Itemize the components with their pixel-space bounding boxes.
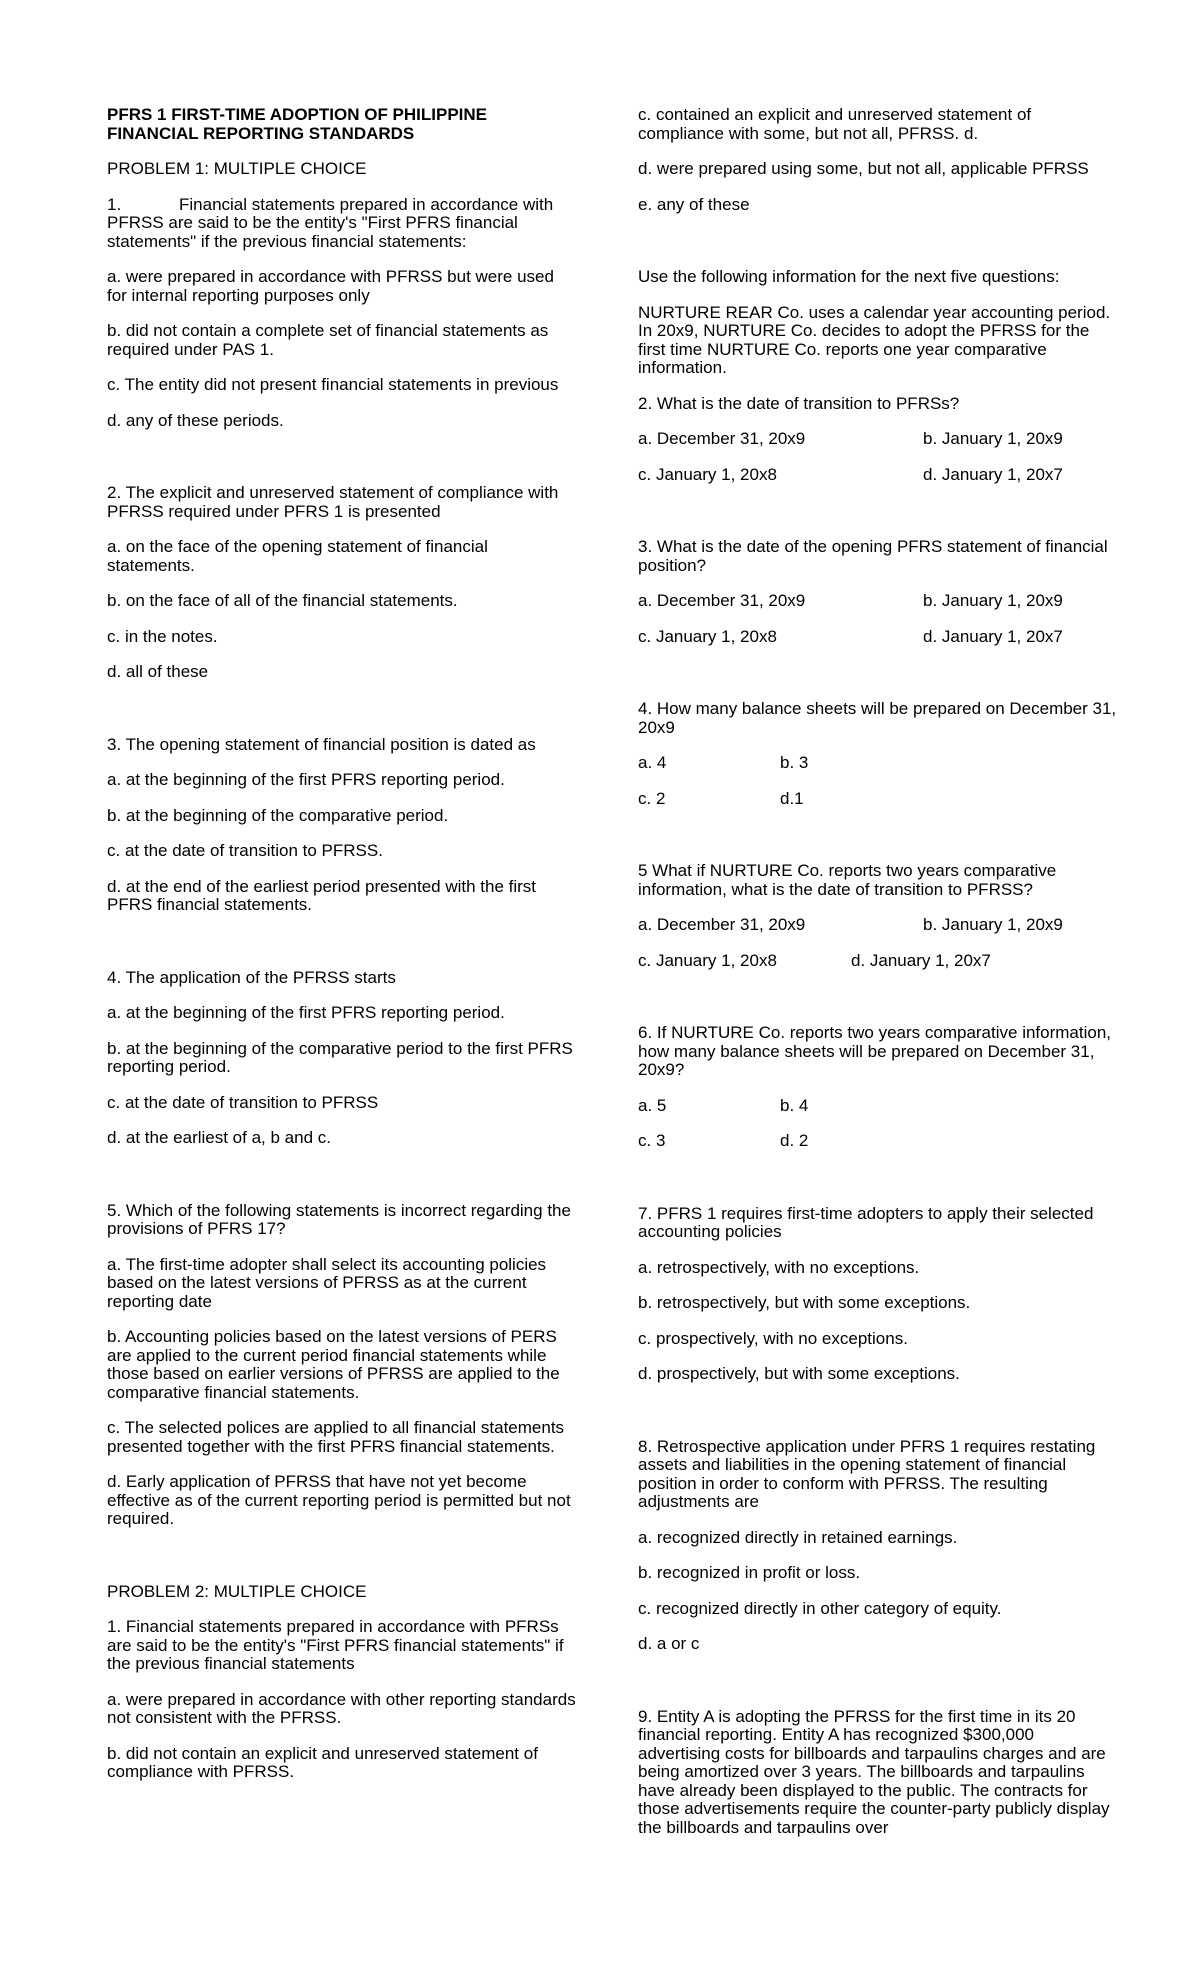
p2-q8-option-c: c. recognized directly in other category of equity. (638, 1598, 1002, 1618)
p1-q3-option-d: d. at the end of the earliest period presented with the first PFRS financial statements. (107, 876, 537, 914)
p2-q4-option-b: b. 3 (780, 753, 809, 772)
p1-q5-option-a: a. The first-time adopter shall select its accounting policies based on the latest versions of PFRSS as at the current reporting date (107, 1254, 547, 1311)
p2-q5-option-b: b. January 1, 20x9 (923, 915, 1063, 934)
p2-q2-option-c: c. January 1, 20x8 (638, 464, 777, 484)
p1-q3-option-c: c. at the date of transition to PFRSS. (107, 841, 383, 860)
p2-q7-option-d: d. prospectively, but with some exceptions. (638, 1364, 960, 1383)
p2-q6-option-c: c. 3 (638, 1131, 666, 1150)
p2-q1-option-b: b. did not contain an explicit and unreserved statement of compliance with PFRSS. (107, 1743, 538, 1781)
p1-q3-option-a: a. at the beginning of the first PFRS reporting period. (107, 770, 505, 789)
p1-q5-question: 5. Which of the following statements is incorrect regarding the provisions of PFRS 17? (107, 1200, 571, 1238)
problem-1-heading: PROBLEM 1: MULTIPLE CHOICE (107, 159, 367, 178)
p1-q3-question: 3. The opening statement of financial position is dated as (107, 734, 536, 754)
p2-q7-option-b: b. retrospectively, but with some exceptions. (638, 1293, 971, 1312)
p2-q1-question: 1. Financial statements prepared in accordance with PFRSs are said to be the entity's "First PFRS financial statements" if the previous financial statements (107, 1617, 564, 1673)
p2-q6-options (638, 1097, 1118, 1168)
info-intro: Use the following information for the next five questions: (638, 267, 1060, 286)
p2-q7-option-a: a. retrospectively, with no exceptions. (638, 1257, 920, 1277)
p2-q8-option-a: a. recognized directly in retained earnings. (638, 1527, 958, 1547)
p1-q5-option-c: c. The selected polices are applied to all financial statements presented together with the first PFRS financial statements. (107, 1418, 565, 1456)
p2-q8-question: 8. Retrospective application under PFRS 1 requires restating assets and liabilities in the opening statement of financial position in order to conform with PFRSS. The resulting adjustments are (638, 1436, 1096, 1511)
p2-q5-option-d: d. January 1, 20x7 (851, 950, 991, 970)
p1-q1-question (107, 196, 577, 252)
p2-q5-options (638, 916, 1118, 987)
p2-q8-option-d: d. a or c (638, 1634, 700, 1653)
problem-2-heading: PROBLEM 2: MULTIPLE CHOICE (107, 1581, 367, 1601)
p1-q2-option-d: d. all of these (107, 662, 209, 681)
p1-q4-option-d: d. at the earliest of a, b and c. (107, 1128, 331, 1147)
p1-q1-option-a: a. were prepared in accordance with PFRSS but were used for internal reporting purposes only (107, 267, 554, 305)
p1-q1-number: 1. (107, 194, 122, 214)
p2-q4-option-d: d.1 (780, 788, 804, 808)
right-column (638, 106, 1118, 1854)
info-text: NURTURE REAR Co. uses a calendar year accounting period. In 20x9, NURTURE Co. decides to adopt the PFRSS for the first time NURTURE Co. reports one year comparative information. (638, 302, 1111, 377)
p1-q2-option-b: b. on the face of all of the financial statements. (107, 591, 458, 610)
p2-q4-question: 4. How many balance sheets will be prepared on December 31, 20x9 (638, 699, 1117, 737)
p2-q5-option-c: c. January 1, 20x8 (638, 950, 777, 970)
p2-q2-option-d: d. January 1, 20x7 (923, 464, 1063, 484)
p2-q6-question: 6. If NURTURE Co. reports two years comparative information, how many balance sheets will be prepared on December 31, 20x9? (638, 1023, 1112, 1079)
left-column (107, 106, 577, 1799)
p2-q5-question: 5 What if NURTURE Co. reports two years comparative information, what is the date of transition to PFRSS? (638, 861, 1057, 899)
p2-q6-option-a: a. 5 (638, 1095, 667, 1115)
p1-q4-option-c: c. at the date of transition to PFRSS (107, 1092, 379, 1112)
p2-q4-option-a: a. 4 (638, 753, 667, 772)
p1-q2-question: 2. The explicit and unreserved statement of compliance with PFRSS required under PFRS 1 is presented (107, 483, 559, 521)
p2-q3-option-a: a. December 31, 20x9 (638, 591, 806, 610)
p1-q4-option-b: b. at the beginning of the comparative period to the first PFRS reporting period. (107, 1038, 573, 1076)
p1-q2-option-c: c. in the notes. (107, 626, 218, 646)
p1-q1-text: Financial statements prepared in accordance with PFRSS are said to be the entity's "First PFRS financial statements" if the previous financial statements: (107, 194, 554, 251)
p2-q6-option-d: d. 2 (780, 1131, 809, 1150)
p2-q1-option-c: c. contained an explicit and unreserved statement of compliance with some, but not all, PFRSS. d. (638, 105, 1032, 143)
p1-q5-option-b: b. Accounting policies based on the latest versions of PERS are applied to the current period financial statements while those based on earlier versions of PFRSS are applied to the comparative financial statements. (107, 1327, 560, 1402)
p2-q1-option-a: a. were prepared in accordance with other reporting standards not consistent with the PFRSS. (107, 1689, 576, 1727)
p2-q2-question: 2. What is the date of transition to PFRSs? (638, 393, 960, 413)
p1-q2-option-a: a. on the face of the opening statement of financial statements. (107, 537, 488, 575)
p2-q1-option-e: e. any of these (638, 194, 750, 214)
p2-q4-option-c: c. 2 (638, 788, 666, 808)
p2-q5-option-a: a. December 31, 20x9 (638, 915, 806, 934)
document-title: PFRS 1 FIRST-TIME ADOPTION OF PHILIPPINE FINANCIAL REPORTING STANDARDS (107, 105, 488, 143)
p1-q4-question: 4. The application of the PFRSS starts (107, 967, 396, 987)
p2-q9-question: 9. Entity A is adopting the PFRSS for the first time in its 20 financial reporting. Entity A has recognized $300,000 advertising costs for billboards and tarpaulins charges and are being amortized over 3 years. The billboards and tarpaulins have already been displayed to the public. The contracts for those advertisements require the counter-party publicly display the billboards and tarpaulins over (638, 1706, 1110, 1837)
p2-q3-option-b: b. January 1, 20x9 (923, 591, 1063, 610)
p1-q1-option-c: c. The entity did not present financial statements in previous (107, 375, 559, 394)
p2-q6-option-b: b. 4 (780, 1095, 809, 1115)
p2-q3-option-c: c. January 1, 20x8 (638, 626, 777, 646)
p2-q7-question: 7. PFRS 1 requires first-time adopters to apply their selected accounting policies (638, 1203, 1094, 1241)
p2-q2-option-b: b. January 1, 20x9 (923, 429, 1063, 448)
p2-q2-options (638, 430, 1118, 501)
p2-q4-options (638, 754, 1118, 825)
p2-q8-option-b: b. recognized in profit or loss. (638, 1563, 861, 1582)
p2-q3-options (638, 592, 1118, 663)
p1-q1-option-d: d. any of these periods. (107, 410, 284, 430)
p2-q3-question: 3. What is the date of the opening PFRS statement of financial position? (638, 537, 1108, 575)
p1-q1-option-b: b. did not contain a complete set of financial statements as required under PAS 1. (107, 321, 549, 359)
p1-q5-option-d: d. Early application of PFRSS that have not yet become effective as of the current reporting period is permitted but not required. (107, 1472, 571, 1528)
p2-q2-option-a: a. December 31, 20x9 (638, 429, 806, 448)
p1-q4-option-a: a. at the beginning of the first PFRS reporting period. (107, 1003, 505, 1022)
p1-q3-option-b: b. at the beginning of the comparative period. (107, 805, 449, 825)
p2-q1-option-d: d. were prepared using some, but not all, applicable PFRSS (638, 159, 1089, 178)
p2-q3-option-d: d. January 1, 20x7 (923, 626, 1063, 646)
p2-q7-option-c: c. prospectively, with no exceptions. (638, 1328, 908, 1348)
